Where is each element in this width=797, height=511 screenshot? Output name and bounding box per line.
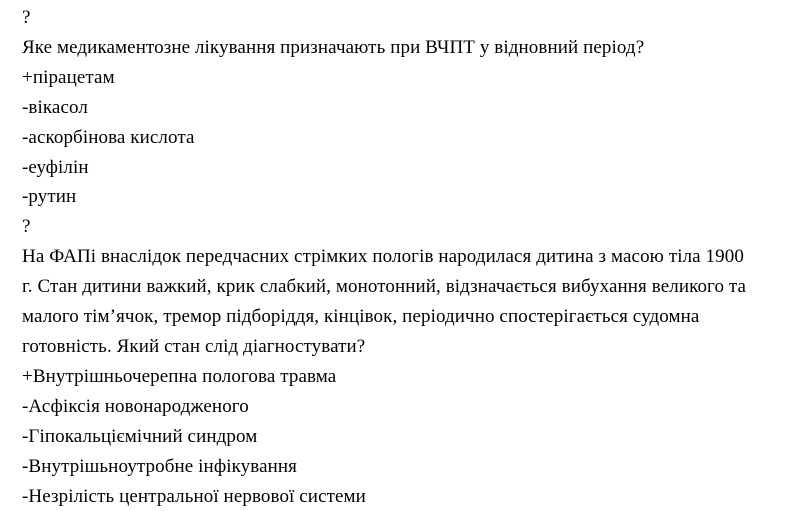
document-lines-container bbox=[22, 3, 787, 511]
document-line-answer-correct: +пірацетам bbox=[22, 66, 115, 88]
document-line-question-separator: ? bbox=[22, 7, 31, 28]
document-line-answer-wrong: -Гіпокальціємічний синдром bbox=[22, 425, 258, 447]
document-line-question-text: г. Стан дитини важкий, крик слабкий, монотонний, відзначається вибухання великого та bbox=[22, 276, 747, 298]
document-line-answer-wrong: -рутин bbox=[22, 186, 77, 208]
document-line-answer-wrong: -Внутрішьноутробне інфікування bbox=[22, 455, 298, 477]
document-line-answer-wrong: -Асфіксія новонародженого bbox=[22, 395, 249, 417]
document-line-question-text: готовність. Який стан слід діагностувати? bbox=[22, 335, 366, 357]
document-line-answer-correct: +Внутрішньочерепна пологова травма bbox=[22, 365, 337, 387]
document-line-answer-wrong: -вікасол bbox=[22, 96, 88, 118]
document-line-question-text: Яке медикаментозне лікування призначають при ВЧПТ у відновний період? bbox=[22, 36, 645, 58]
document-line-answer-wrong: -еуфілін bbox=[22, 156, 89, 178]
document-line-question-text: На ФАПі внаслідок передчасних стрімких пологів народилася дитина з масою тіла 1900 bbox=[22, 246, 744, 268]
document-line-answer-wrong: -Незрілість центральної нервової системи bbox=[22, 485, 366, 507]
document-line-question-text: малого тім’ячок, тремор підборіддя, кінцівок, періодично спостерігається судомна bbox=[22, 306, 700, 328]
document-line-question-separator: ? bbox=[22, 216, 31, 238]
document-line-answer-wrong: -аскорбінова кислота bbox=[22, 126, 195, 148]
